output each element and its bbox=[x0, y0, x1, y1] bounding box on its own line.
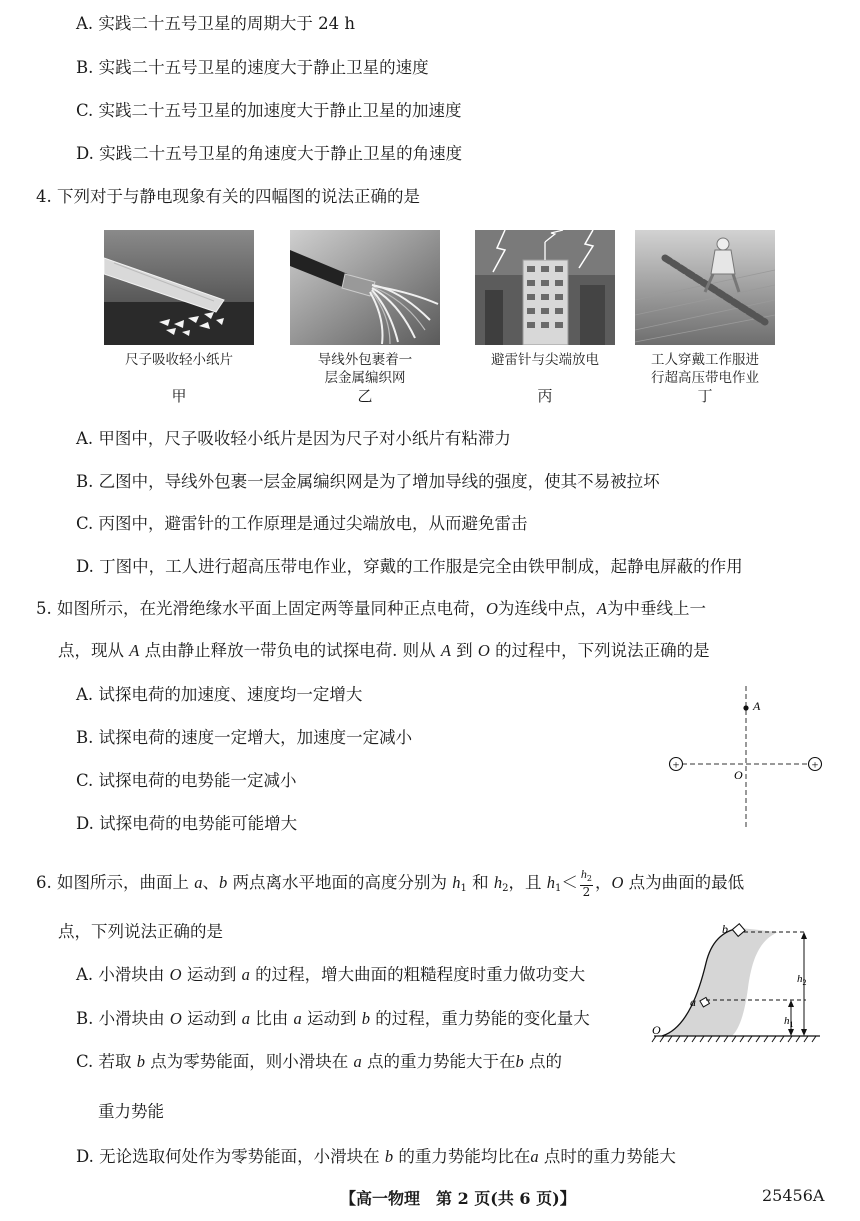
figure-jia-caption: 尺子吸收轻小纸片 bbox=[125, 352, 233, 368]
q4-option-b: B. 乙图中，导线外包裹一层金属编织网是为了增加导线的强度，使其不易被拉坏 bbox=[76, 472, 660, 491]
q6-stem-line2: 点，下列说法正确的是 bbox=[58, 922, 223, 941]
paper-code: 25456A bbox=[762, 1186, 825, 1205]
figure-ding-tag: 丁 bbox=[697, 387, 713, 405]
h1-label: $h_1$ bbox=[784, 1015, 794, 1029]
fraction-h2-over-2: $\frac{h_2}{2}$ bbox=[580, 867, 592, 899]
q6-stem-line1: 6. 如图所示，曲面上 a、b 两点离水平地面的高度分别为 $h_1$ 和 $h_2$，且 $h_1<$ $\frac{h_2}{2}$ ，O 点为曲面的最低 bbox=[36, 867, 745, 899]
figure-yi bbox=[290, 230, 440, 387]
q6-curved-surface-diagram bbox=[648, 918, 828, 1053]
q6-option-b: B. 小滑块由 O 运动到 a 比由 a 运动到 b 的过程，重力势能的变化量大 bbox=[76, 1009, 590, 1028]
figure-yi-caption: 导线外包裹着一 层金属编织网 bbox=[317, 352, 413, 386]
q3-option-a: A. 实践二十五号卫星的周期大于 24 h bbox=[76, 14, 356, 33]
figure-ding bbox=[630, 230, 780, 387]
left-charge-sign: + bbox=[672, 757, 680, 772]
q6-option-a: A. 小滑块由 O 运动到 a 的过程，增大曲面的粗糙程度时重力做功变大 bbox=[76, 965, 586, 984]
figure-ding-caption: 工人穿戴工作服进 行超高压带电作业 bbox=[651, 352, 759, 386]
figure-jia-tag: 甲 bbox=[171, 387, 187, 405]
q5-charge-diagram bbox=[660, 682, 830, 832]
q5-option-b: B. 试探电荷的速度一定增大，加速度一定减小 bbox=[76, 728, 413, 747]
q5-option-d: D. 试探电荷的电势能可能增大 bbox=[76, 814, 298, 833]
q3-option-b: B. 实践二十五号卫星的速度大于静止卫星的速度 bbox=[76, 58, 429, 77]
right-charge-sign: + bbox=[811, 757, 819, 772]
figure-bing-caption: 避雷针与尖端放电 bbox=[491, 352, 599, 368]
q4-option-a: A. 甲图中，尺子吸收轻小纸片是因为尺子对小纸片有粘滞力 bbox=[76, 429, 511, 448]
live-line-worker-photo bbox=[635, 230, 775, 345]
q5-stem-line1: 5. 如图所示，在光滑绝缘水平面上固定两等量同种正点电荷，O为连线中点，A为中垂线上一 bbox=[36, 599, 707, 618]
point-o-label: O bbox=[734, 768, 743, 782]
point-b-label: b bbox=[722, 922, 728, 936]
q4-figure-row bbox=[100, 230, 770, 410]
figure-yi-tag: 乙 bbox=[357, 387, 373, 405]
curved-surface-shading bbox=[662, 928, 778, 1036]
point-a-label: A bbox=[753, 699, 761, 713]
page-footer: 【高一物理 第 2 页(共 6 页)】 bbox=[340, 1189, 576, 1208]
ruler-paper-photo bbox=[104, 230, 254, 345]
q6-option-c: C. 若取 b 点为零势能面，则小滑块在 a 点的重力势能大于在b 点的 bbox=[76, 1052, 563, 1071]
point-o-label: O bbox=[652, 1023, 661, 1037]
q4-stem: 4. 下列对于与静电现象有关的四幅图的说法正确的是 bbox=[36, 187, 420, 206]
figure-jia bbox=[104, 230, 254, 369]
point-a-dot bbox=[743, 705, 748, 710]
q5-option-a: A. 试探电荷的加速度、速度均一定增大 bbox=[76, 685, 363, 704]
figure-bing bbox=[470, 230, 620, 369]
q4-option-d: D. 丁图中，工人进行超高压带电作业，穿戴的工作服是完全由铁甲制成，起静电屏蔽的作用 bbox=[76, 557, 743, 576]
h2-label: $h_2$ bbox=[797, 973, 807, 987]
figure-bing-tag: 丙 bbox=[537, 387, 553, 405]
q5-option-c: C. 试探电荷的电势能一定减小 bbox=[76, 771, 297, 790]
q4-option-c: C. 丙图中，避雷针的工作原理是通过尖端放电，从而避免雷击 bbox=[76, 514, 528, 533]
point-a-label: a bbox=[690, 995, 696, 1009]
shielded-cable-photo bbox=[290, 230, 440, 345]
q5-stem-line2: 点，现从 A 点由静止释放一带负电的试探电荷. 则从 A 到 O 的过程中，下列说法正确的是 bbox=[58, 641, 710, 660]
q6-option-d: D. 无论选取何处作为零势能面，小滑块在 b 的重力势能均比在a 点时的重力势能大 bbox=[76, 1147, 676, 1166]
q3-option-d: D. 实践二十五号卫星的角速度大于静止卫星的角速度 bbox=[76, 144, 463, 163]
q3-option-c: C. 实践二十五号卫星的加速度大于静止卫星的加速度 bbox=[76, 101, 462, 120]
lightning-rod-photo bbox=[475, 230, 615, 345]
q6-option-c-continued: 重力势能 bbox=[98, 1102, 164, 1121]
